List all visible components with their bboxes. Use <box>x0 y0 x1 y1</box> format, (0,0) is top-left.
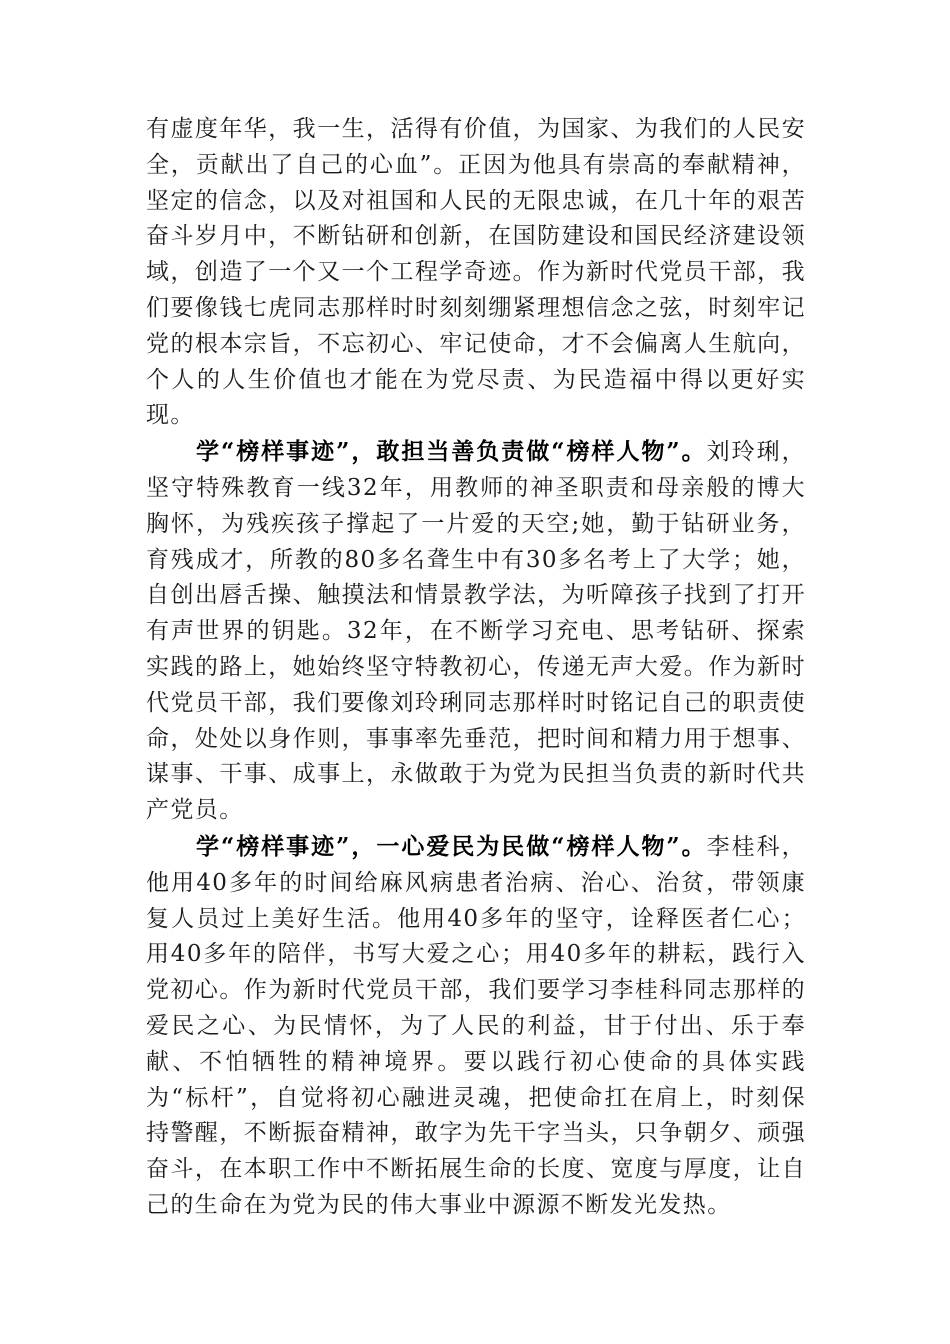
paragraph-li-guike <box>146 829 806 1224</box>
paragraph-text: 刘玲琍，坚守特殊教育一线32年，用教师的神圣职责和母亲般的博大胸怀，为残疾孩子撑起了一片爱的天空;她，勤于钻研业务，育残成才，所教的80多名聋生中有30多名考上了大学；她，自创出唇舌操、触摸法和情景教学法，为听障孩子找到了打开有声世界的钥匙。32年，在不断学习充电、思考钻研、探索实践的路上，她始终坚守特教初心，传递无声大爱。作为新时代党员干部，我们要像刘玲琍同志那样时时铭记自己的职责使命，处处以身作则，事事率先垂范，把时间和精力用于想事、谋事、干事、成事上，永做敢于为党为民担当负责的新时代共产党员。 <box>146 439 807 824</box>
paragraph-liu-lingli <box>146 434 806 829</box>
paragraph-lead-heading: 学“榜样事迹”，敢担当善负责做“榜样人物”。 <box>196 438 707 466</box>
paragraph-text: 有虚度年华，我一生，活得有价值，为国家、为我们的人民安全，贡献出了自己的心血”。正因为他具有崇高的奉献精神，坚定的信念，以及对祖国和人民的无限忠诚，在几十年的艰苦奋斗岁月中，不断钻研和创新，在国防建设和国民经济建设领域，创造了一个又一个工程学奇迹。作为新时代党员干部，我们要像钱七虎同志那样时时刻刻绷紧理想信念之弦，时刻牢记党的根本宗旨，不忘初心、牢记使命，才不会偏离人生航向，个人的人生价值也才能在为党尽责、为民造福中得以更好实现。 <box>146 116 806 429</box>
paragraph-lead-heading: 学“榜样事迹”，一心爱民为民做“榜样人物”。 <box>196 832 707 860</box>
paragraph-qian-qihu-continued <box>146 112 806 434</box>
paragraph-text: 李桂科，他用40多年的时间给麻风病患者治病、治心、治贫，带领康复人员过上美好生活。他用40多年的坚守，诠释医者仁心；用40多年的陪伴，书写大爱之心；用40多年的耕耘，践行入党初心。作为新时代党员干部，我们要学习李桂科同志那样的爱民之心、为民情怀，为了人民的利益，甘于付出、乐于奉献、不怕牺牲的精神境界。要以践行初心使命的具体实践为“标杆”，自觉将初心融进灵魂，把使命扛在肩上，时刻保持警醒，不断振奋精神，敢字为先干字当头，只争朝夕、顽强奋斗，在本职工作中不断拓展生命的长度、宽度与厚度，让自己的生命在为党为民的伟大事业中源源不断发光发热。 <box>146 833 807 1218</box>
document-body <box>146 112 806 1224</box>
